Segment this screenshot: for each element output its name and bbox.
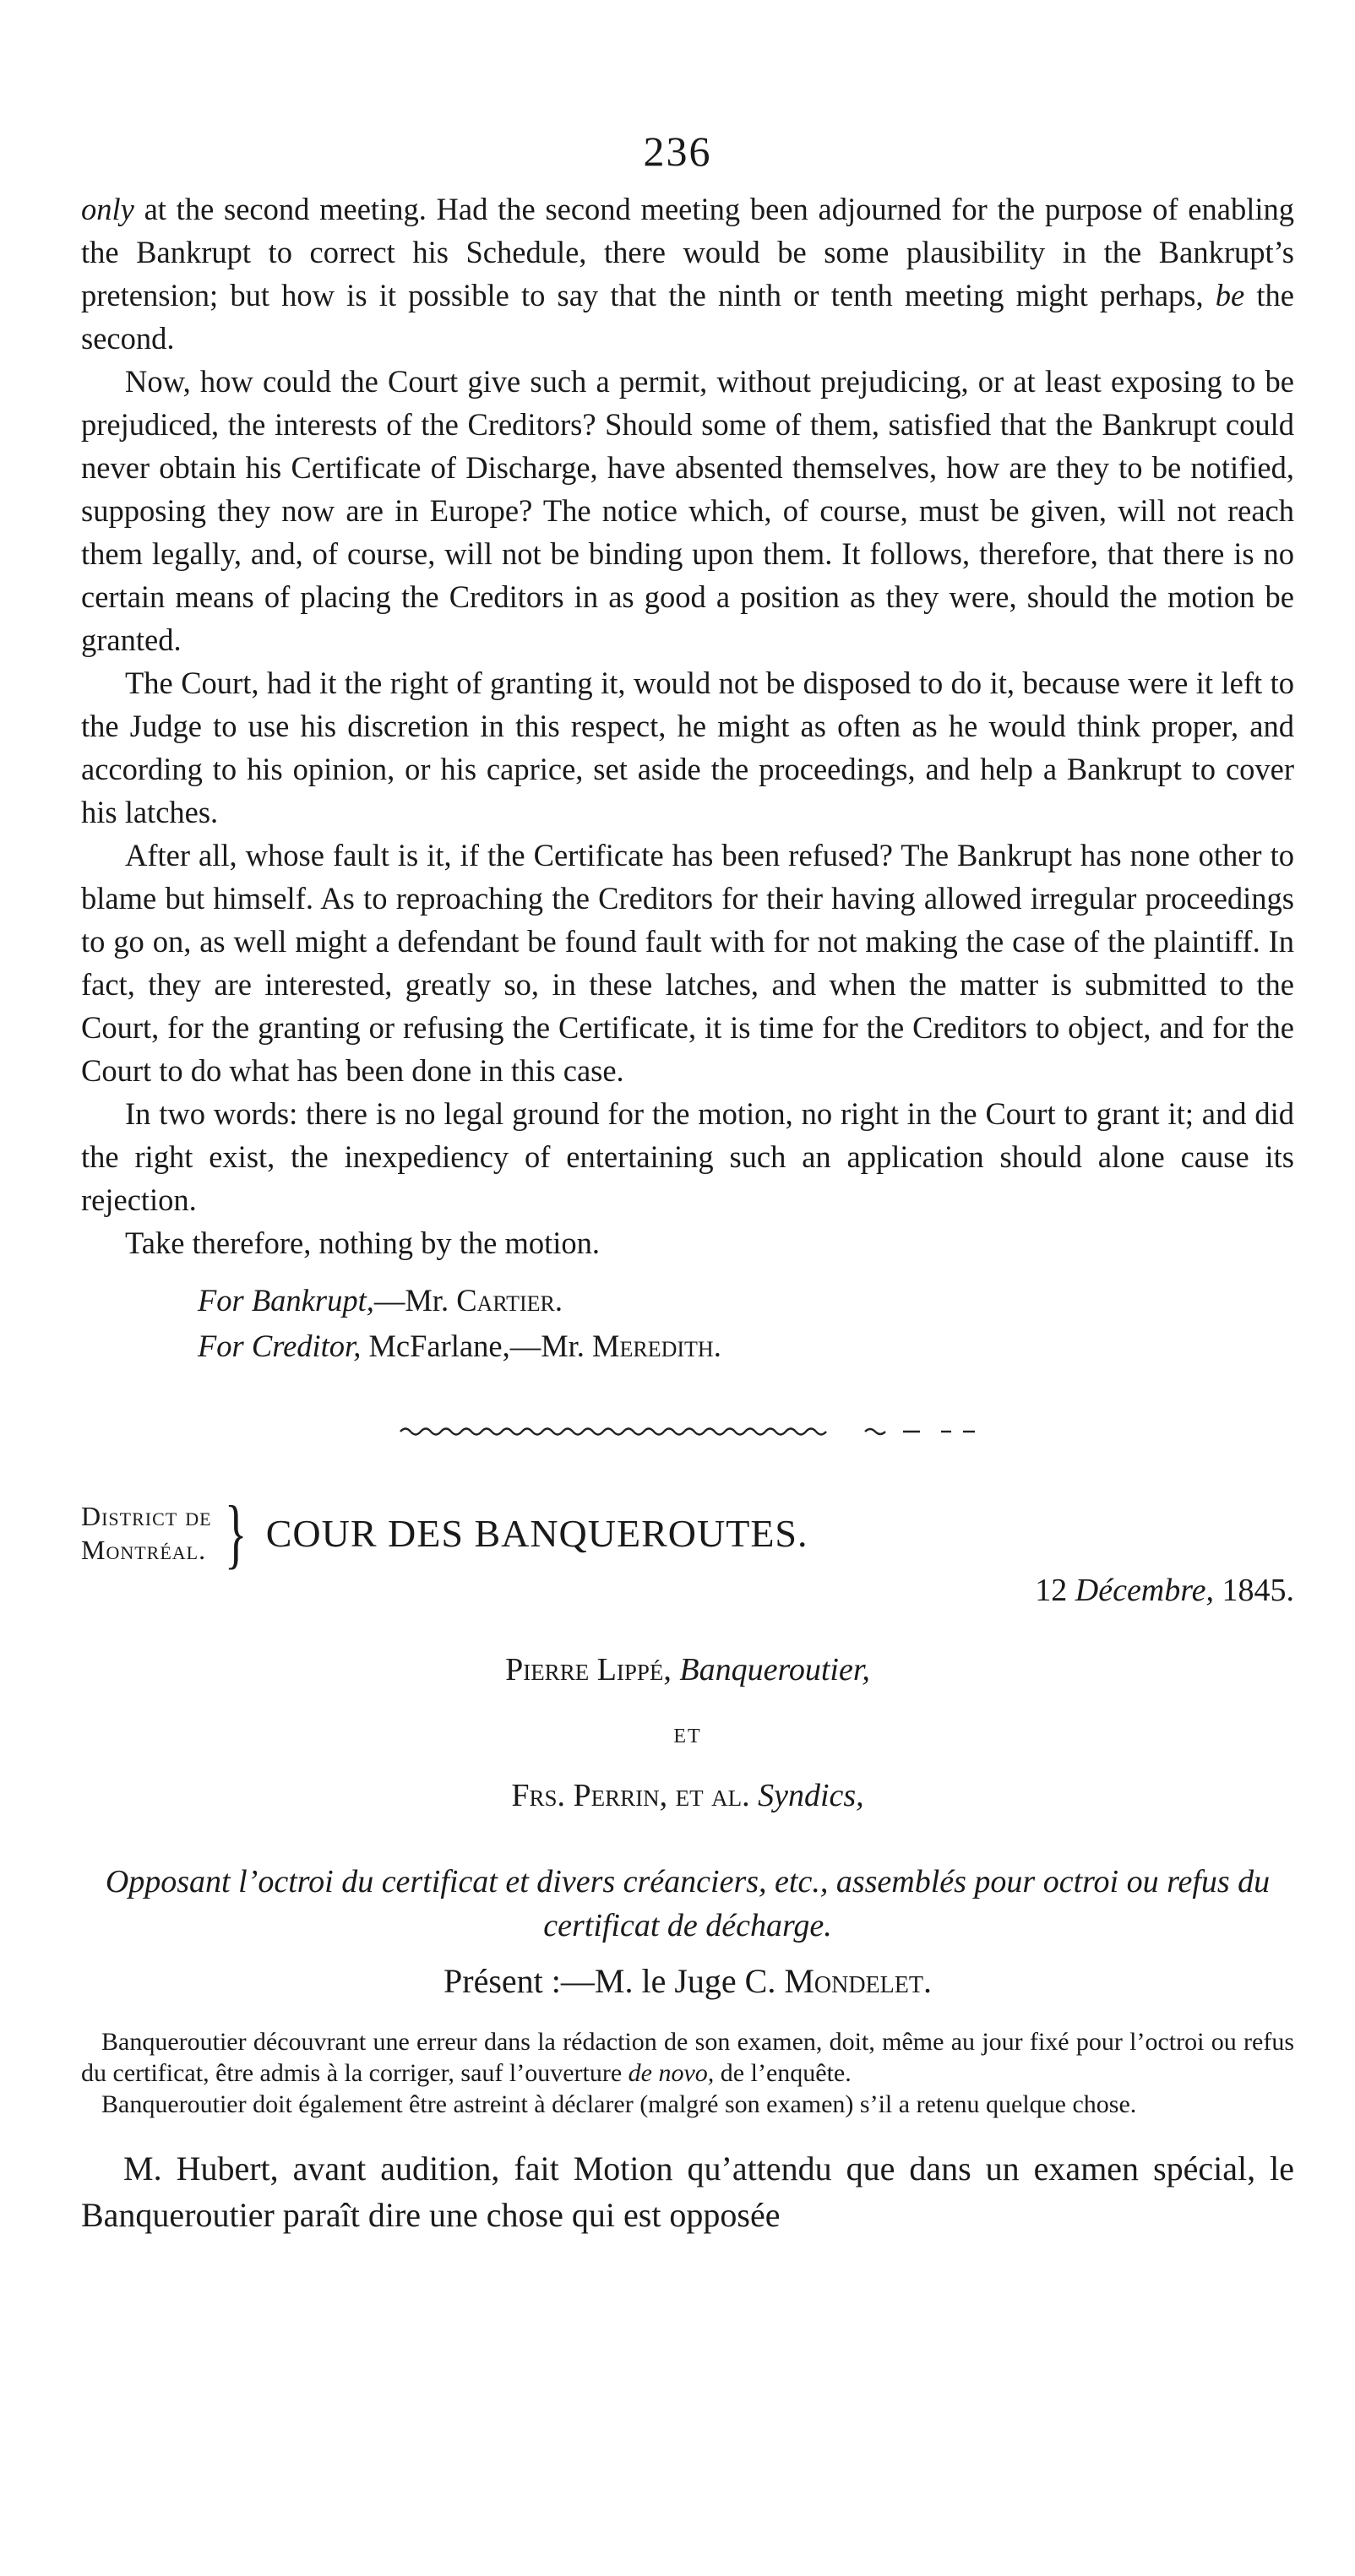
summary-1-start: Banqueroutier découvrant une erreur dans la rédaction de son examen, doit, même au jour fixé pour l’octroi ou refus du certificat, être admis à la corriger, sauf l’ouverture xyxy=(81,2028,1294,2087)
counsel-bankrupt-name: Cartier. xyxy=(456,1283,563,1318)
summary-1 xyxy=(81,2026,1294,2089)
counsel-creditor-name: Meredith. xyxy=(592,1329,721,1363)
district-line-1: District de xyxy=(81,1501,212,1531)
party-1-role: Banqueroutier, xyxy=(679,1652,870,1687)
counsel-bankrupt-sep: —Mr. xyxy=(373,1283,457,1318)
emphasis-only: only xyxy=(81,192,134,226)
divider-ornament xyxy=(392,1415,983,1448)
paragraph-4: After all, whose fault is it, if the Certificate has been refused? The Bankrupt has none other to blame but himself. As to reproaching the Creditors for their having allowed irregular proceedings to go on, as well might a defendant be found fault with for not making the case of the plaintiff. In fact, they are interested, greatly so, in these latches, and when the matter is submitted to the Court, for the granting or refusing the Certificate, it is time for the Creditors to object, and for the Court to do what has been done in this case. xyxy=(81,838,1294,1088)
paragraph-3: The Court, had it the right of granting it, would not be disposed to do it, because were it left to the Judge to use his discretion in this respect, he might as often as he would think proper, and according to his opinion, or his caprice, set aside the proceedings, and help a Bankrupt to cover his latches. xyxy=(81,666,1294,829)
present-judge xyxy=(81,1961,1294,2001)
district-label xyxy=(81,1499,212,1567)
present-prefix: Présent :—M. le Juge C. xyxy=(444,1962,785,2000)
date-year: 1845. xyxy=(1214,1573,1294,1608)
party-connector: ET xyxy=(673,1725,702,1747)
present-judge-name: Mondelet. xyxy=(784,1962,932,2000)
case-header xyxy=(81,1490,1294,1576)
page-number: 236 xyxy=(643,128,712,175)
summary-2: Banqueroutier doit également être astreint à déclarer (malgré son examen) s’il a retenu quelque chose. xyxy=(101,2090,1137,2118)
party-bankrupt xyxy=(81,1646,1294,1693)
court-title: COUR DES BANQUEROUTES. xyxy=(265,1511,808,1555)
paragraph-5: In two words: there is no legal ground for the motion, no right in the Court to grant it; and did the right exist, the inexpediency of entertaining such an application should alone cause its rejection. xyxy=(81,1096,1294,1217)
district-line-2: Montréal. xyxy=(81,1535,207,1565)
counsel-creditor xyxy=(198,1323,1294,1369)
paragraph-1-text: at the second meeting. Had the second meeting been adjourned for the purpose of enabling the Bankrupt to correct his Schedule, there would be some plausibility in the Bankrupt’s pretension; but how is it possible to say that the ninth or tenth meeting might perhaps, xyxy=(81,192,1294,312)
paragraph-6: Take therefore, nothing by the motion. xyxy=(125,1226,601,1260)
counsel-bankrupt-label: For Bankrupt, xyxy=(198,1283,374,1318)
case-summary xyxy=(81,2026,1294,2120)
counsel-creditor-mid: McFarlane,—Mr. xyxy=(361,1329,593,1363)
page-content xyxy=(81,187,1294,2238)
party-2-etal: et al. xyxy=(675,1778,750,1813)
brace-icon: } xyxy=(224,1490,247,1576)
section-divider xyxy=(81,1415,1294,1448)
summary-1-italic: de novo, xyxy=(628,2059,715,2087)
date-month: Décembre, xyxy=(1075,1573,1214,1608)
emphasis-be: be xyxy=(1215,278,1245,312)
date-day: 12 xyxy=(1035,1573,1075,1608)
party-1-name: Pierre Lippé, xyxy=(505,1652,672,1687)
case-date xyxy=(81,1572,1294,1609)
opposant-line: Opposant l’octroi du certificat et divers créanciers, etc., assemblés pour octroi ou refus du certificat de décharge. xyxy=(105,1864,1271,1943)
counsel-block xyxy=(81,1278,1294,1369)
party-2-role: Syndics, xyxy=(758,1778,864,1813)
party-syndics xyxy=(81,1777,1294,1814)
counsel-creditor-label: For Creditor, xyxy=(198,1329,362,1363)
final-paragraph: M. Hubert, avant audition, fait Motion qu’attendu que dans un examen spécial, le Banqueroutier paraît dire une chose qui est opposée xyxy=(81,2149,1294,2234)
summary-1-end: de l’enquête. xyxy=(714,2059,852,2087)
party-2-name: Frs. Perrin, xyxy=(511,1778,668,1813)
paragraph-1 xyxy=(81,187,1294,360)
paragraph-1-end: the second. xyxy=(81,278,1294,356)
counsel-bankrupt xyxy=(198,1278,1294,1323)
paragraph-2: Now, how could the Court give such a permit, without prejudicing, or at least exposing to be prejudiced, the interests of the Creditors? Should some of them, satisfied that the Bankrupt could never obtain his Certificate of Discharge, have absented themselves, how are they to be notified, supposing they now are in Europe? The notice which, of course, must be given, will not reach them legally, and, of course, will not be binding upon them. It follows, therefore, that there is no certain means of placing the Creditors in as good a position as they were, should the motion be granted. xyxy=(81,364,1294,657)
